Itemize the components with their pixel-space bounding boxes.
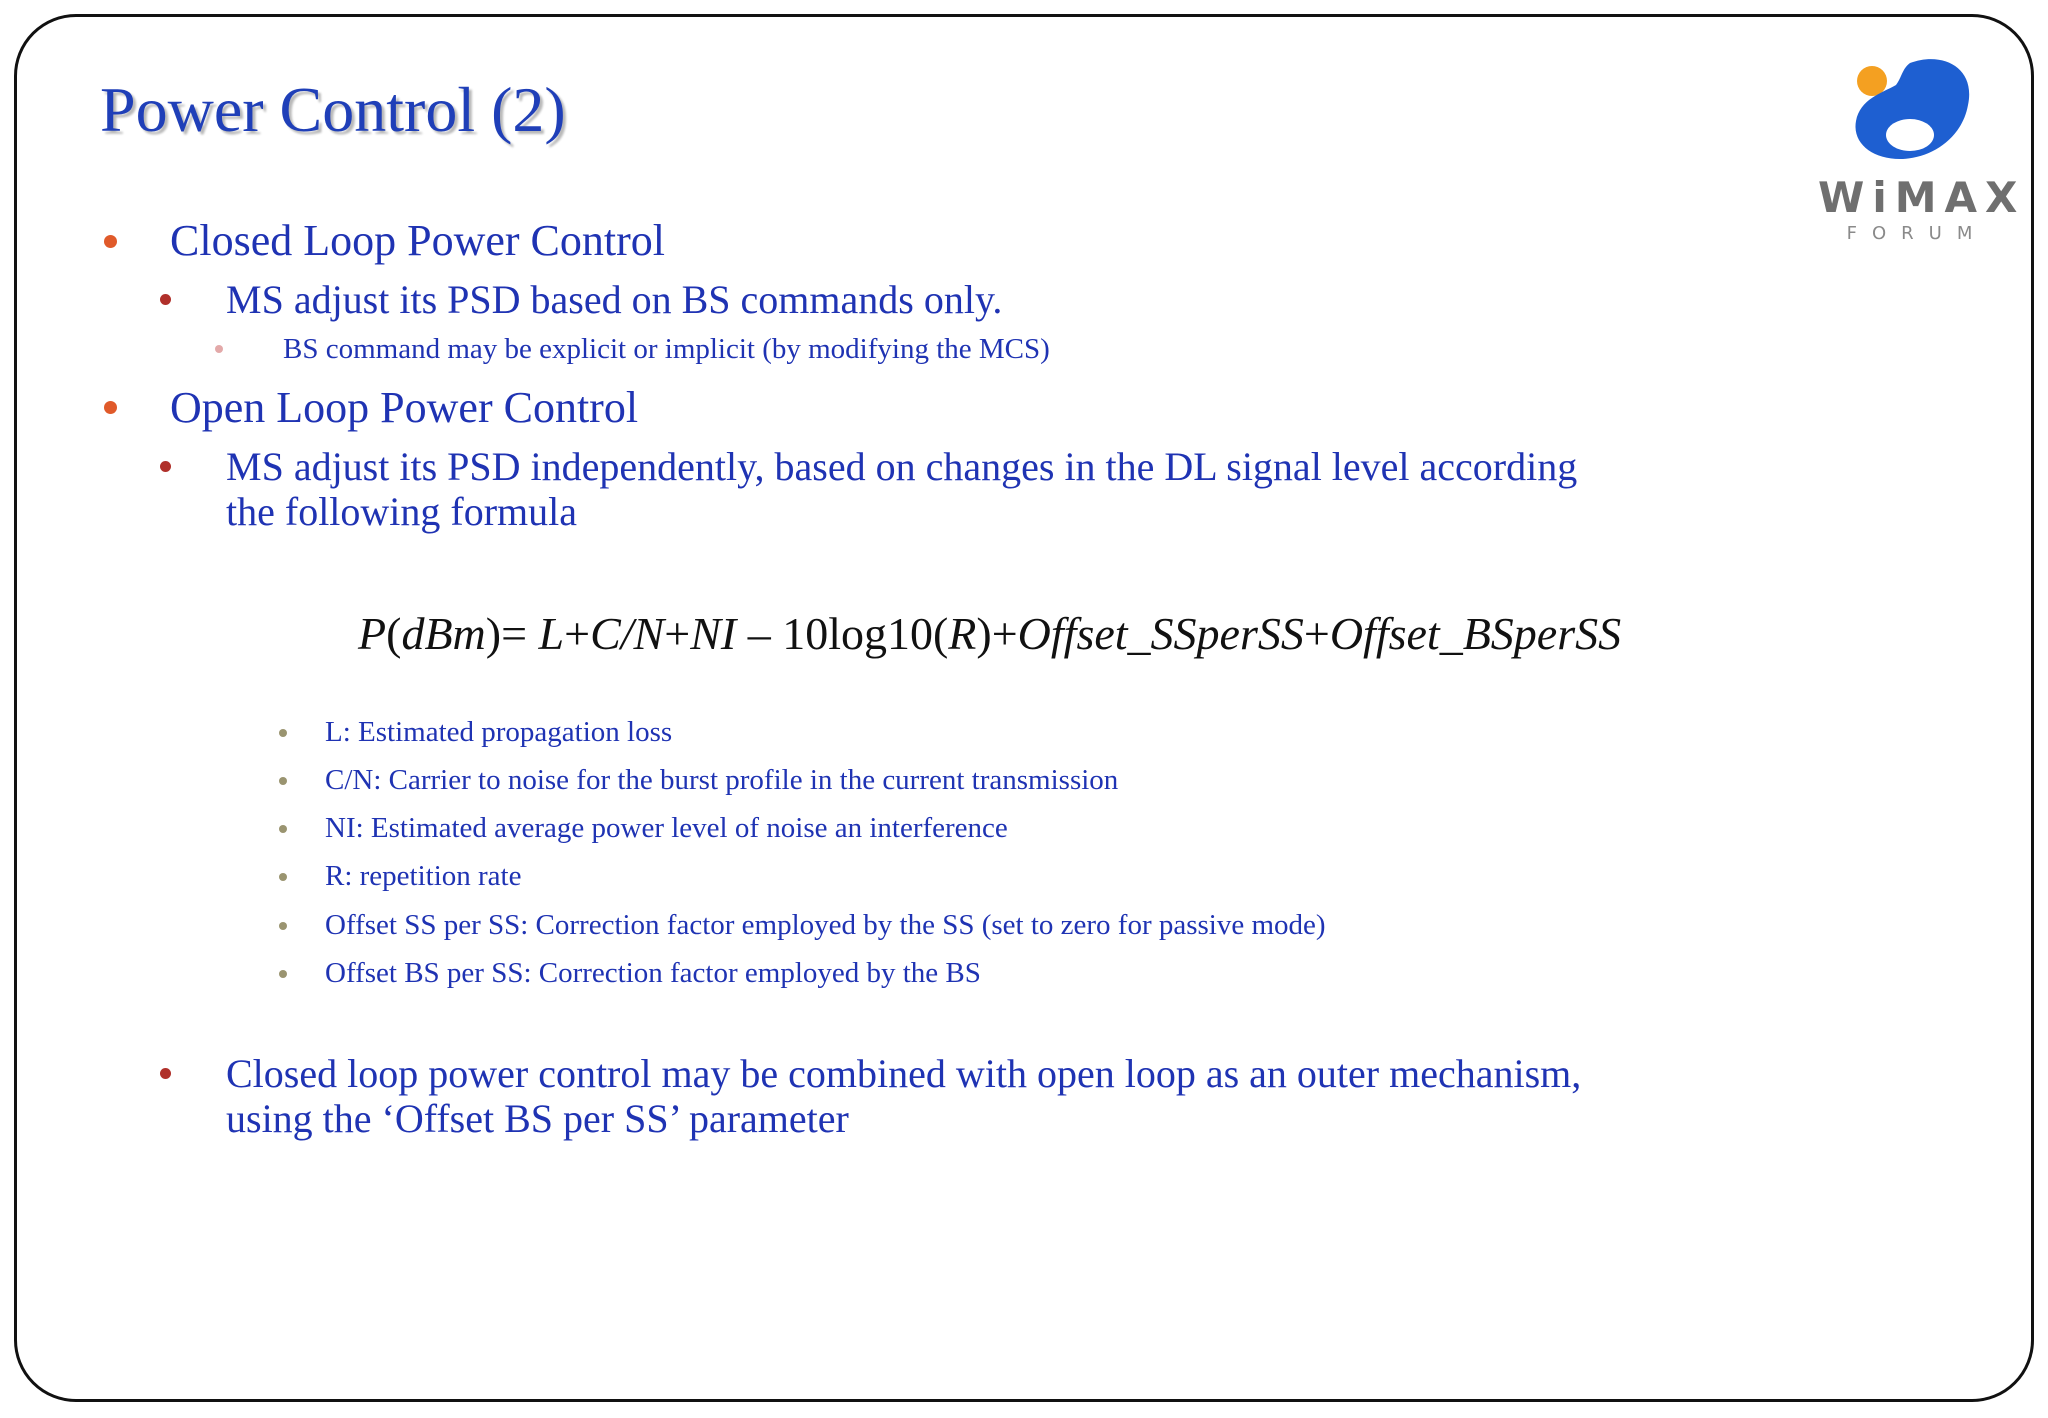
bullet-level4: [279, 970, 287, 978]
bullet-level2: [160, 461, 171, 472]
subpoint-bs-command: BS command may be explicit or implicit (by modifying the MCS): [283, 333, 1050, 365]
bullet-level3: [215, 345, 223, 353]
point-open-loop-line1: MS adjust its PSD independently, based on changes in the DL signal level according: [226, 444, 1578, 489]
formula-plus: +: [564, 608, 591, 659]
formula-offset-ss: Offset_SSperSS: [1017, 608, 1304, 659]
bullet-level1: [104, 235, 117, 248]
formula-minus-log: – 10log10(: [736, 608, 949, 659]
bullet-level4: [279, 922, 287, 930]
wimax-forum-logo: [1818, 55, 2026, 245]
point-open-loop-line2: the following formula: [226, 489, 578, 534]
definition-item: C/N: Carrier to noise for the burst profile in the current transmission: [325, 764, 1119, 796]
formula-plus: +: [664, 608, 691, 659]
closing-line1: Closed loop power control may be combined with open loop as an outer mechanism,: [226, 1051, 1582, 1096]
slide-title: Power Control (2): [100, 74, 566, 145]
formula-l: L: [538, 608, 565, 659]
bullet-level4: [279, 825, 287, 833]
formula-offset-bs: Offset_BSperSS: [1329, 608, 1622, 659]
formula-plus: +: [1303, 608, 1330, 659]
bullet-level2: [160, 294, 171, 305]
power-formula: [358, 608, 1622, 659]
logo-subtitle: FORUM: [1846, 223, 1988, 244]
bullet-level4: [279, 729, 287, 737]
bullet-level1: [104, 401, 117, 414]
definition-item: Offset SS per SS: Correction factor employed by the SS (set to zero for passive mode): [325, 909, 1326, 941]
heading-open-loop: Open Loop Power Control: [170, 383, 639, 432]
definition-item: Offset BS per SS: Correction factor employed by the BS: [325, 957, 981, 989]
closing-line2: using the ‘Offset BS per SS’ parameter: [226, 1096, 849, 1141]
formula-r: R: [948, 608, 977, 659]
formula-p: P: [358, 608, 387, 659]
definition-item: R: repetition rate: [325, 860, 522, 892]
formula-ni: NI: [690, 608, 737, 659]
logo-wordmark: WiMAX: [1818, 173, 2026, 222]
heading-closed-loop: Closed Loop Power Control: [170, 216, 665, 265]
formula-cn: C/N: [590, 608, 665, 659]
formula-eq: )=: [485, 608, 539, 659]
definition-item: NI: Estimated average power level of noise an interference: [325, 812, 1008, 844]
bullet-level4: [279, 873, 287, 881]
point-closed-loop: MS adjust its PSD based on BS commands only.: [226, 277, 1003, 322]
formula-open: (: [386, 608, 402, 659]
bullet-level4: [279, 777, 287, 785]
formula-unit: dBm: [401, 608, 486, 659]
definition-item: L: Estimated propagation loss: [325, 716, 673, 748]
wimax-logo-icon: [1850, 55, 1976, 167]
formula-close: )+: [976, 608, 1018, 659]
bullet-level2: [160, 1068, 171, 1079]
